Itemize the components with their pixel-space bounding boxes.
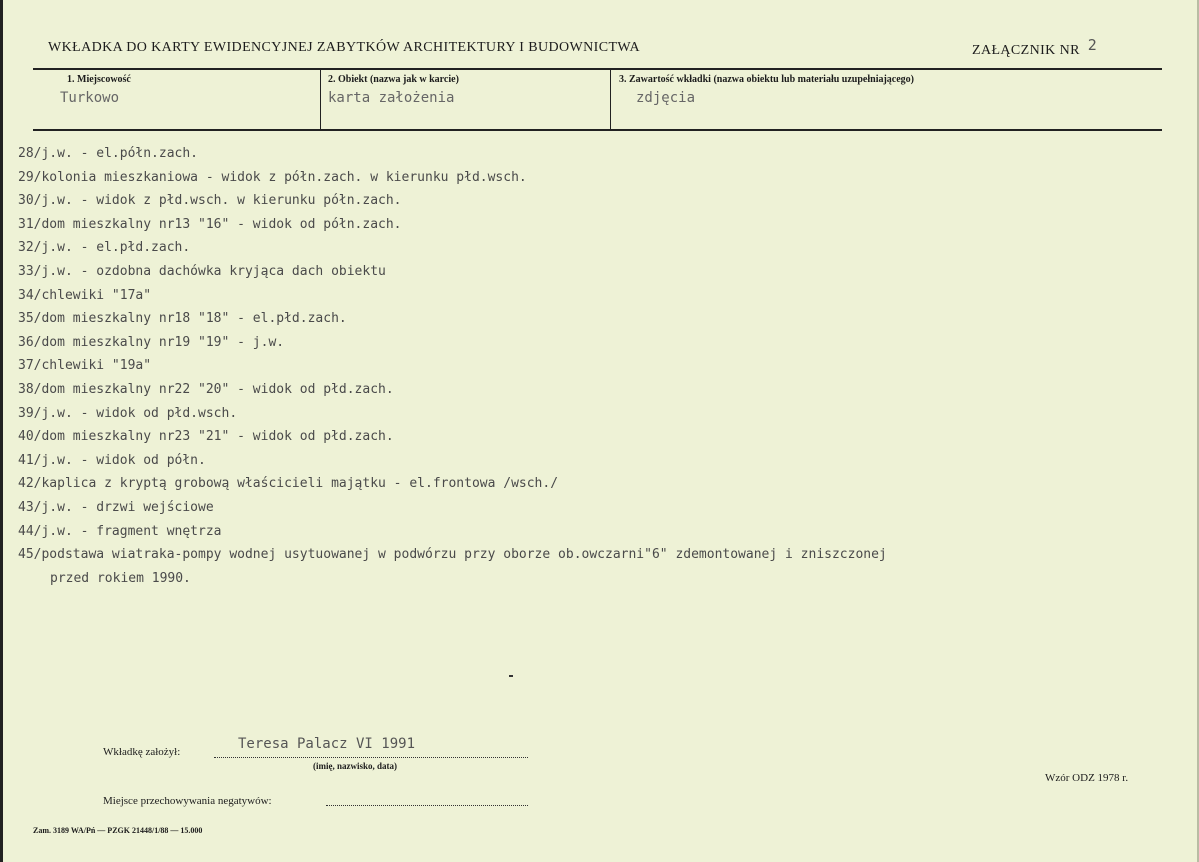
- column-divider-1: [320, 70, 321, 129]
- object-value: karta założenia: [328, 90, 455, 106]
- negatives-location-line: [326, 805, 528, 806]
- entry-line: 33/j.w. - ozdobna dachówka kryjąca dach obiektu: [18, 263, 386, 279]
- signature-line: [214, 757, 528, 758]
- content-label: 3. Zawartość wkładki (nazwa obiektu lub materiału uzupełniającego): [619, 74, 915, 85]
- entry-line: 43/j.w. - drzwi wejściowe: [18, 499, 214, 515]
- entry-line: 29/kolonia mieszkaniowa - widok z półn.zach. w kierunku płd.wsch.: [18, 169, 527, 185]
- entry-line: 41/j.w. - widok od półn.: [18, 452, 206, 468]
- entry-line: 28/j.w. - el.półn.zach.: [18, 146, 199, 161]
- locality-label: 1. Miejscowość: [67, 74, 131, 85]
- entry-line: 35/dom mieszkalny nr18 "18" - el.płd.zach.: [18, 311, 347, 327]
- entry-line: 31/dom mieszkalny nr13 "16" - widok od półn.zach.: [18, 216, 402, 232]
- entry-line: 40/dom mieszkalny nr23 "21" - widok od płd.zach.: [18, 429, 394, 445]
- entry-line: 30/j.w. - widok z płd.wsch. w kierunku półn.zach.: [18, 193, 402, 209]
- page-left-border: [0, 0, 3, 862]
- entry-line: 34/chlewiki "17a": [18, 287, 152, 303]
- object-label: 2. Obiekt (nazwa jak w karcie): [328, 74, 459, 85]
- header-top-rule: [33, 68, 1162, 70]
- template-label: Wzór ODZ 1978 r.: [1045, 772, 1129, 784]
- column-divider-2: [610, 70, 611, 129]
- attachment-number-value: 2: [1087, 36, 1098, 54]
- content-value: zdjęcia: [636, 90, 696, 106]
- entry-line: 36/dom mieszkalny nr19 "19" - j.w.: [18, 334, 285, 350]
- signature-value: Teresa Palacz VI 1991: [238, 736, 416, 752]
- entry-line: 37/chlewiki "19a": [18, 358, 152, 374]
- signature-label: Wkładkę założył:: [103, 746, 181, 758]
- attachment-label: ZAŁĄCZNIK NR: [972, 43, 1080, 58]
- entry-line: 42/kaplica z kryptą grobową właścicieli majątku - el.frontowa /wsch./: [18, 476, 559, 492]
- header-bottom-rule: [33, 129, 1162, 131]
- entry-line: 44/j.w. - fragment wnętrza: [18, 523, 222, 539]
- entry-line: 39/j.w. - widok od płd.wsch.: [18, 405, 238, 421]
- entry-line: 32/j.w. - el.płd.zach.: [18, 240, 191, 256]
- signature-caption: (imię, nazwisko, data): [313, 761, 397, 771]
- stray-mark: [509, 675, 513, 677]
- entry-line: 45/podstawa wiatraka-pompy wodnej usytuowanej w podwórzu przy oborze ob.owczarni"6" zdemontowanej i zniszczonej: [18, 547, 887, 563]
- entry-line-continuation: przed rokiem 1990.: [50, 570, 191, 586]
- print-order-footer: Zam. 3189 WA/Pń — PZGK 21448/1/88 — 15.000: [33, 826, 203, 835]
- entry-line: 38/dom mieszkalny nr22 "20" - widok od płd.zach.: [18, 381, 394, 397]
- attachment-number: [972, 36, 1098, 59]
- locality-value: Turkowo: [60, 90, 120, 106]
- negatives-location-label: Miejsce przechowywania negatywów:: [103, 795, 272, 807]
- photo-entries-list: [18, 142, 1188, 590]
- form-title: WKŁADKA DO KARTY EWIDENCYJNEJ ZABYTKÓW ARCHITEKTURY I BUDOWNICTWA: [48, 40, 640, 55]
